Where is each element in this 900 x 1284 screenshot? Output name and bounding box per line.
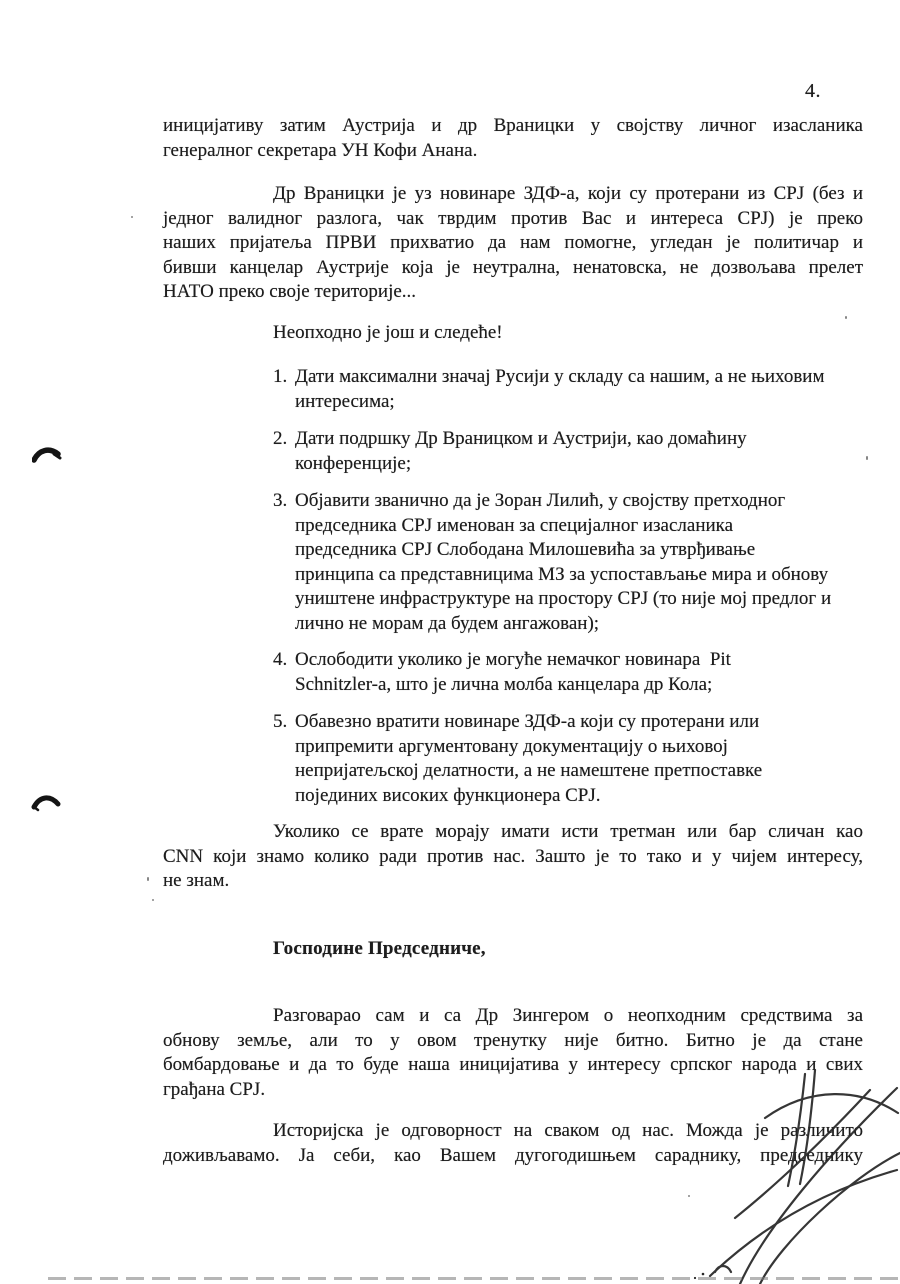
- paragraph-3: [163, 820, 863, 894]
- text-line: Разговарао сам и са Др Зингером о неопходним средствима за: [273, 1005, 863, 1026]
- text-line: припремити аргументовану документацију о њиховој: [295, 735, 728, 757]
- text-line: бивши канцелар Аустрије која је неутрална, ненатовска, не дозвољава прелет: [163, 256, 863, 278]
- item-number: 5.: [273, 711, 288, 732]
- text-line: генералног секретара УН Кофи Анана.: [163, 139, 478, 161]
- item-number: 1.: [273, 366, 288, 387]
- text-line: бомбардовање и да то буде наша иницијатива у интересу српског народа и свих: [163, 1054, 863, 1075]
- scan-speck: [131, 216, 133, 218]
- signature-scribble: [615, 1058, 900, 1284]
- item-number: 2.: [273, 428, 288, 449]
- list-item-3: [273, 489, 895, 636]
- list-heading: Неопходно је још и следеће!: [273, 322, 503, 343]
- scan-speck: [688, 1195, 690, 1197]
- text-line: наших пријатеља ПРВИ прихватио да нам помогне, угледан је политичар и: [163, 232, 863, 253]
- text-line: доживљавамо. Ја себи, као Вашем дугогодишњем сараднику, председнику: [163, 1144, 863, 1166]
- text-line: председника СРЈ Слободана Милошевића за утврђивање: [295, 539, 756, 560]
- text-line: грађана СРЈ.: [163, 1078, 266, 1100]
- text-line: Обавезно вратити новинаре ЗДФ-а који су протерани или: [295, 711, 760, 732]
- list-item-1: [273, 365, 895, 414]
- text-line: појединих високих функционера СРЈ.: [295, 784, 601, 806]
- text-line: лично не морам да будем ангажован);: [295, 612, 600, 634]
- item-number: 3.: [273, 490, 288, 511]
- list-item-5: [273, 710, 895, 808]
- text-line: Уколико се врате морају имати исти третман или бар сличан као: [273, 821, 863, 842]
- text-line: НАТО преко своје територије...: [163, 281, 417, 302]
- text-line: Објавити званично да је Зоран Лилић, у својству претходног: [295, 490, 786, 511]
- text-line: обнову земље, али то у овом тренутку није битно. Битно је да стане: [163, 1029, 863, 1051]
- list-item-2: [273, 427, 895, 476]
- scan-speck: [866, 456, 868, 460]
- text-line: интересима;: [295, 390, 395, 412]
- scan-edge-artifact: [48, 1277, 900, 1280]
- text-line: Schnitzler-а, што је лична молба канцелара др Кола;: [295, 673, 713, 695]
- text-line: Дати максимални значај Русији у складу са нашим, а не њиховим: [295, 366, 825, 387]
- item-number: 4.: [273, 649, 288, 670]
- binder-mark-upper: [32, 446, 64, 466]
- binder-mark-lower: [31, 792, 63, 814]
- scan-speck: [845, 316, 847, 319]
- text-line: Дати подршку Др Враницком и Аустрији, као домаћину: [295, 428, 747, 449]
- text-line: конференције;: [295, 452, 412, 474]
- salutation: Господине Председниче,: [273, 938, 486, 959]
- text-line: уништене инфраструктуре на простору СРЈ (то није мој предлог и: [295, 588, 832, 609]
- text-line: Др Враницки је уз новинаре ЗДФ-а, који су протерани из СРЈ (без и: [273, 183, 863, 204]
- text-line: Ослободити уколико је могуће немачког новинара Pit: [295, 649, 731, 670]
- text-line: једног валидног разлога, чак тврдим против Вас и интереса СРЈ) је преко: [163, 207, 863, 229]
- paragraph-1: [163, 114, 863, 163]
- text-line: Историјска је одговорност на сваком од нас. Можда је различито: [273, 1120, 863, 1141]
- text-line: председника СРЈ именован за специјалног изасланика: [295, 514, 734, 536]
- page-number: 4.: [805, 80, 821, 102]
- scan-speck: [147, 877, 149, 881]
- text-line: не знам.: [163, 870, 230, 891]
- scan-speck: [152, 899, 154, 901]
- text-line: непријатељској делатности, а не намештене претпоставке: [295, 760, 763, 781]
- text-line: иницијативу затим Аустрија и др Враницки у својству личног изасланика: [163, 115, 863, 136]
- text-line: принципа са представницима МЗ за успостављање мира и обнову: [295, 563, 829, 585]
- text-line: CNN који знамо колико ради против нас. Зашто је то тако и у чијем интересу,: [163, 845, 863, 867]
- paragraph-2: [163, 182, 863, 305]
- list-item-4: [273, 648, 895, 697]
